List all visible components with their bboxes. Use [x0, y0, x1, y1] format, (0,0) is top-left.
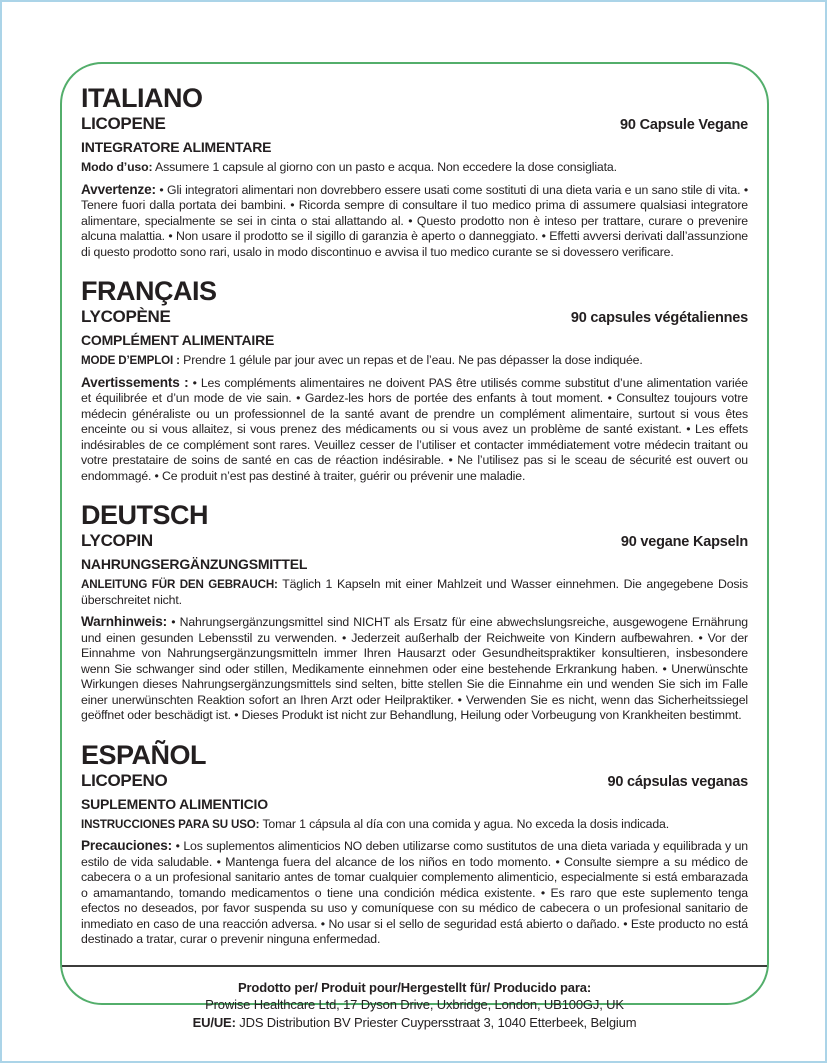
warnings-text-fr: • Les compléments alimentaires ne doivent PAS être utilisés comme substitut d’une alimentation variée et équilibrée et d’un mode de vie sain. • Gardez-les hors de portée des enfants à tout moment. • Consultez toujours votre médecin généraliste ou un professionnel de la santé avant de prendre un complément alimentaire, surtout si vous êtes enceinte ou si vous allaitez, si vous prenez des médicaments ou si vous avez un problème de santé existant. • Les effets indésirables de ce complément sont rares. Veuillez cesser de l’utiliser et contacter immédiatement votre médecin traitant ou votre prestataire de soins de santé en cas de réaction indésirable. • Ne l’utilisez pas si le sceau de sécurité est ouvert ou endommagé. • Ce produit n’est pas destiné à traiter, guérir ou prévenir une maladie. [81, 375, 748, 483]
warnings-es [81, 838, 748, 948]
language-heading-francais: FRANÇAIS [81, 276, 217, 306]
capsule-count-it: 90 Capsule Vegane [620, 117, 748, 133]
product-row [81, 114, 748, 133]
product-name-de: LYCOPIN [81, 531, 153, 550]
made-for-line: Prodotto per/ Produit pour/Hergestellt für/ Producido para: [238, 979, 591, 995]
product-row [81, 307, 748, 326]
warnings-text-es: • Los suplementos alimenticios NO deben utilizarse como sustitutos de una dieta variada y equilibrada y un estilo de vida saludable. • Mantenga fuera del alcance de los niños en todo momento. • Consulte siempre a su médico de cabecera o a un profesional sanitario antes de tomar cualquier complemento alimenticio, especialmente si está embarazada o amamantando, tomando medicamentos o tiene una condición médica existente. • Es raro que este suplemento tenga efectos no deseados, por favor suspenda su uso y comuníquese con su médico de cabecera o un profesional sanitario de inmediato en caso de una reacción adversa. • No usar si el sello de seguridad está abierto o dañado. • Este producto no está destinado a tratar, curar o prevenir ninguna enfermedad. [81, 839, 748, 946]
language-heading-italiano: ITALIANO [81, 83, 203, 113]
directions-label-de: ANLEITUNG FÜR DEN GEBRAUCH: [81, 578, 278, 591]
eu-distributor-address: JDS Distribution BV Priester Cuypersstraat 3, 1040 Etterbeek, Belgium [239, 1014, 637, 1030]
warnings-label-fr: Avertissements : [81, 374, 189, 390]
directions-label-fr: MODE D’EMPLOI : [81, 354, 180, 367]
warnings-label-de: Warnhinweis: [81, 614, 168, 629]
section-deutsch [81, 501, 748, 724]
capsule-count-de: 90 vegane Kapseln [620, 534, 748, 550]
category-es: SUPLEMENTO ALIMENTICIO [81, 795, 268, 812]
directions-label-es: INSTRUCCIONES PARA SU USO: [81, 817, 260, 831]
manufacturer-footer [62, 965, 767, 1032]
section-francais [81, 277, 748, 484]
section-italiano [81, 84, 748, 260]
warnings-text-it: • Gli integratori alimentari non dovrebbero essere usati come sostituti di una dieta varia e un sano stile di vita. • Tenere fuori dalla portata dei bambini. • Ricorda sempre di consultare il tuo medico prima di assumere qualsiasi integratore alimentare, specialmente se sei in cinta o stai allattando al. • Questo prodotto non è inteso per trattare, curare o prevenire alcuna malattia. • Non usare il prodotto se il sigillo di garanzia è aperto o danneggiato. • Effetti avversi derivati dall’assunzione di questo prodotto sono rari, usalo in modo discontinuo e avvisa il tuo medico curante se si dovessero verificare. [81, 182, 748, 259]
product-label-card [60, 62, 769, 1030]
directions-es [81, 817, 748, 833]
directions-text-es: Tomar 1 cápsula al día con una comida y agua. No exceda la dosis indicada. [262, 816, 669, 831]
manufacturer-address: Prowise Healthcare Ltd, 17 Dyson Drive, Uxbridge, London, UB100GJ, UK [205, 997, 624, 1012]
warnings-label-it: Avvertenze: [81, 181, 156, 197]
eu-distributor-line [81, 1014, 748, 1032]
warnings-fr [81, 375, 748, 485]
directions-text-fr: Prendre 1 gélule par jour avec un repas et de l’eau. Ne pas dépasser la dose indiquée. [183, 353, 643, 367]
directions-label-it: Modo d’uso: [81, 160, 153, 174]
directions-de [81, 577, 748, 608]
warnings-it [81, 182, 748, 261]
warnings-label-es: Precauciones: [81, 838, 172, 853]
category-it: INTEGRATORE ALIMENTARE [81, 139, 272, 155]
directions-it [81, 160, 748, 176]
warnings-de [81, 614, 748, 724]
label-content [62, 84, 767, 965]
capsule-count-fr: 90 capsules végétaliennes [570, 310, 748, 326]
directions-fr [81, 353, 748, 369]
eu-label: EU/UE: [192, 1014, 236, 1030]
language-heading-espanol: ESPAÑOL [81, 739, 207, 770]
product-name-it: LICOPENE [81, 114, 166, 133]
category-fr: COMPLÉMENT ALIMENTAIRE [81, 332, 275, 348]
language-heading-deutsch: DEUTSCH [81, 500, 209, 530]
product-name-es: LICOPENO [81, 770, 168, 790]
section-espanol [81, 741, 748, 948]
product-row [81, 531, 748, 550]
product-row [81, 771, 748, 790]
product-name-fr: LYCOPÈNE [81, 307, 171, 326]
category-de: NAHRUNGSERGÄNZUNGSMITTEL [81, 556, 308, 572]
warnings-text-de: • Nahrungsergänzungsmittel sind NICHT als Ersatz für eine abwechslungsreiche, ausgewogene Ernährung und einen gesunden Lebensstil zu verwenden. • Jederzeit außerhalb der Reichweite von Kindern aufbewahren. • Vor der Einnahme von Nahrungsergänzungsmitteln immer Ihren Hausarzt oder Gesundheitspraktiker konsultieren, insbesondere wenn Sie schwanger sind oder stillen, Medikamente einnehmen oder eine bestehende Erkrankung haben. • Unerwünschte Wirkungen dieses Nahrungsergänzungsmittels sind selten, bitte stellen Sie die Einnahme ein und wenden Sie sich im Falle einer unerwünschten Reaktion sofort an Ihren Arzt oder Heilpraktiker. • Verwenden Sie es nicht, wenn das Sicherheitssiegel geöffnet oder beschädigt ist. • Dieses Produkt ist nicht zur Behandlung, Heilung oder Vorbeugung von Krankheiten bestimmt. [81, 615, 748, 722]
capsule-count-es: 90 cápsulas veganas [607, 773, 748, 790]
directions-text-it: Assumere 1 capsule al giorno con un pasto e acqua. Non eccedere la dose consigliata. [155, 160, 617, 174]
directions-text-de: Täglich 1 Kapseln mit einer Mahlzeit und Wasser einnehmen. Die angegebene Dosis überschreitet nicht. [81, 577, 748, 607]
